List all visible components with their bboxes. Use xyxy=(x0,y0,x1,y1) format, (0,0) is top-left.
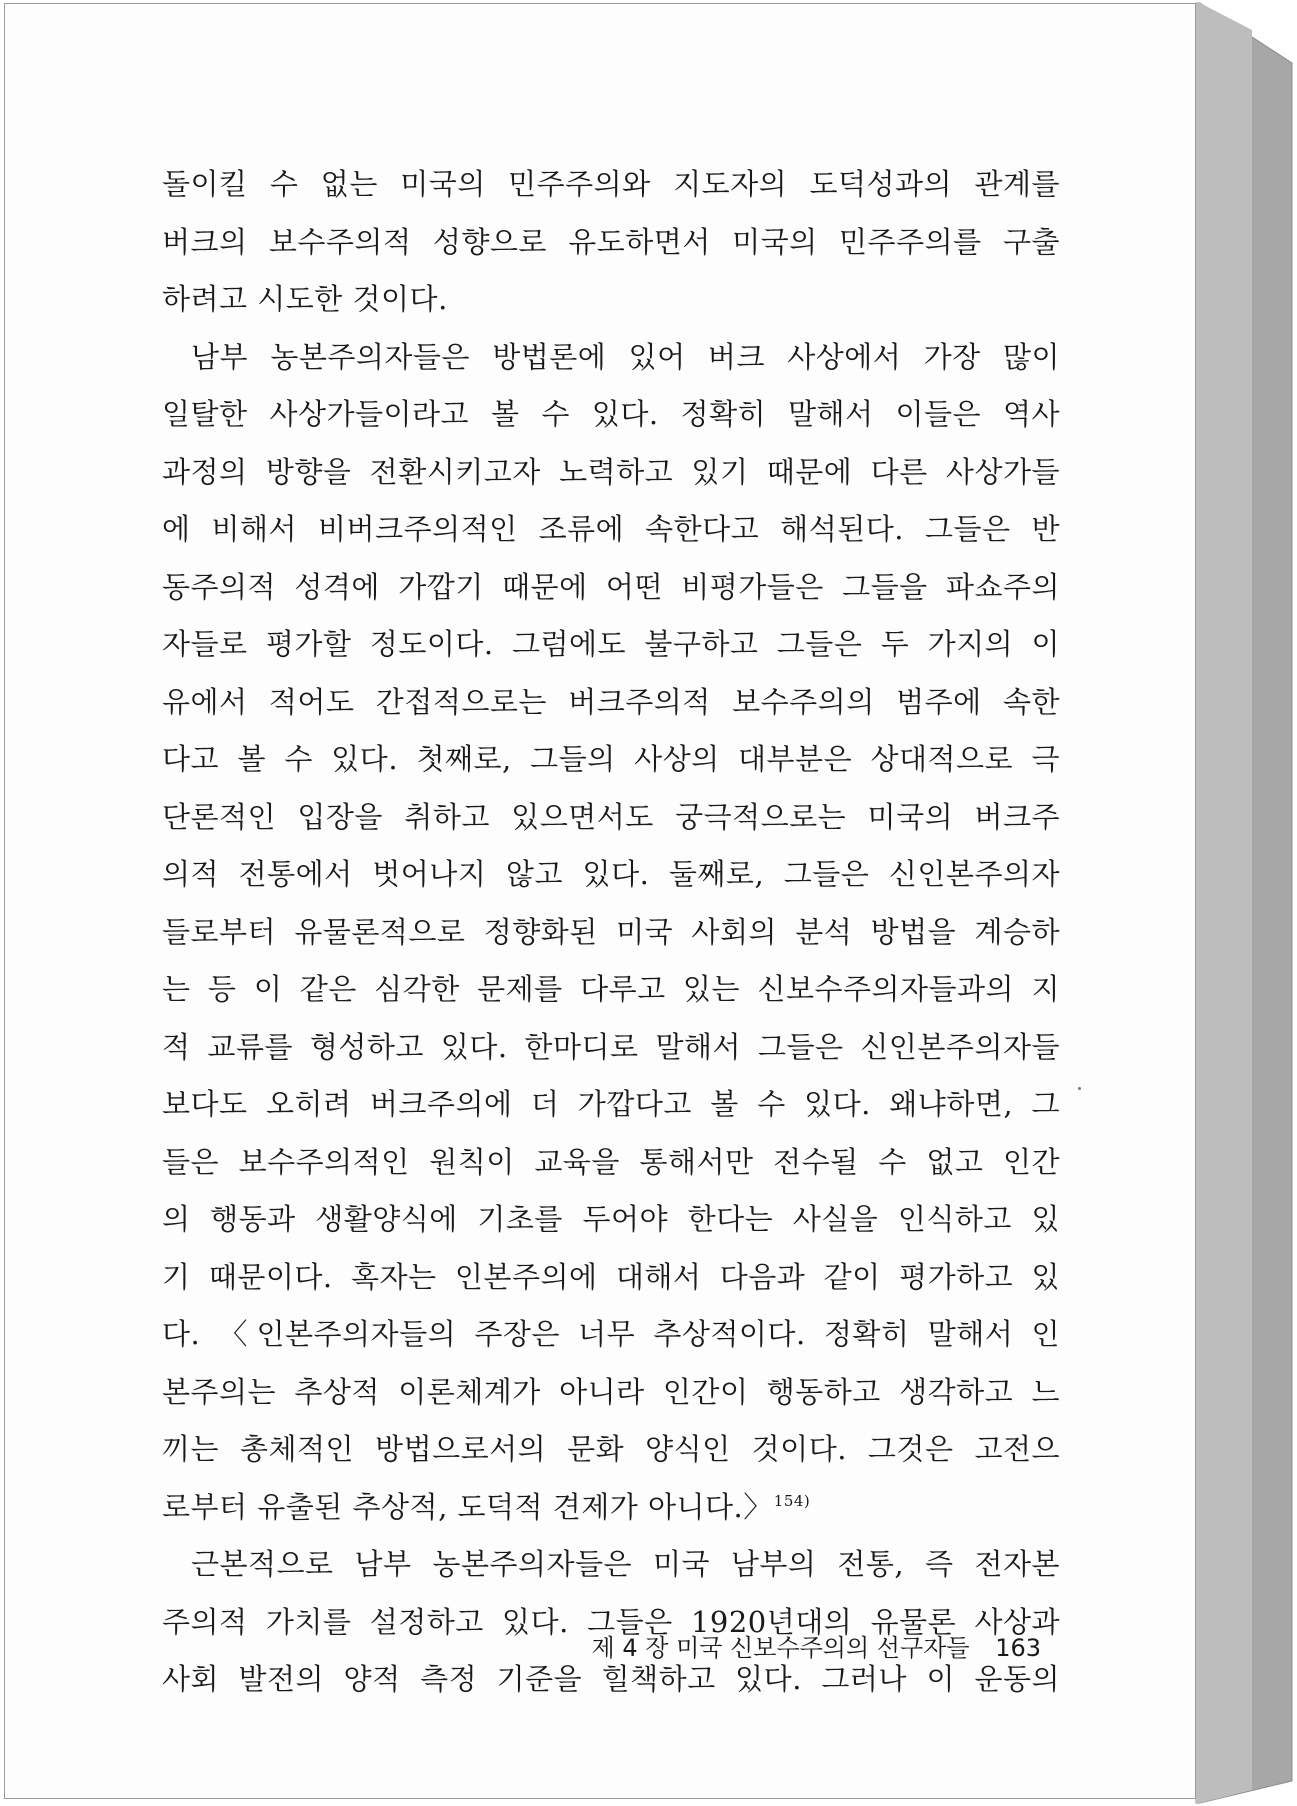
text-line-content: 근본적으로 남부 농본주의자들은 미국 남부의 전통, 즉 전자본 xyxy=(191,1547,1060,1581)
text-line-content: 버크의 보수주의적 성향으로 유도하면서 미국의 민주주의를 구출 xyxy=(162,224,1060,259)
text-line-content: 의적 전통에서 벗어나지 않고 있다. 둘째로, 그들은 신인본주의자 xyxy=(162,857,1060,891)
text-line xyxy=(162,559,1060,617)
text-line xyxy=(162,731,1060,789)
text-line-content: 다고 볼 수 있다. 첫째로, 그들의 사상의 대부분은 상대적으로 극 xyxy=(162,742,1060,776)
text-line xyxy=(162,1134,1060,1192)
running-footer xyxy=(5,1628,1041,1663)
text-line-content: 끼는 총체적인 방법으로서의 문화 양식인 것이다. 그것은 고전으 xyxy=(162,1432,1060,1466)
text-line xyxy=(162,1191,1060,1249)
text-line-content: 에 비해서 비버크주의적인 조류에 속한다고 해석된다. 그들은 반 xyxy=(162,512,1060,546)
text-line xyxy=(162,1364,1060,1422)
text-line xyxy=(162,616,1060,674)
text-line xyxy=(162,271,1060,329)
text-line xyxy=(162,1479,1060,1537)
text-line-content: 주의적 가치를 설정하고 있다. 그들은 1920년대의 유물론 사상과 xyxy=(162,1604,1060,1639)
text-line xyxy=(162,789,1060,847)
text-line-content: 단론적인 입장을 취하고 있으면서도 궁극적으로는 미국의 버크주 xyxy=(162,799,1060,834)
text-line-content: 사회 발전의 양적 측정 기준을 힐책하고 있다. 그러나 이 운동의 xyxy=(162,1662,1060,1696)
text-line xyxy=(162,1536,1060,1594)
text-line xyxy=(162,961,1060,1019)
text-line-content: 일탈한 사상가들이라고 볼 수 있다. 정확히 말해서 이들은 역사 xyxy=(162,397,1060,431)
text-line-content: 들로부터 유물론적으로 정향화된 미국 사회의 분석 방법을 계승하 xyxy=(162,914,1060,949)
text-line xyxy=(162,1019,1060,1077)
text-line-content: 기 때문이다. 혹자는 인본주의에 대해서 다음과 같이 평가하고 있 xyxy=(162,1259,1060,1294)
text-line xyxy=(162,846,1060,904)
scan-speck xyxy=(1078,1087,1081,1090)
text-line xyxy=(162,1249,1060,1307)
text-line-content: 의 행동과 생활양식에 기초를 두어야 한다는 사실을 인식하고 있 xyxy=(162,1202,1060,1236)
text-line xyxy=(162,444,1060,502)
text-line-content: 본주의는 추상적 이론체계가 아니라 인간이 행동하고 생각하고 느 xyxy=(162,1374,1060,1409)
text-line-content: 돌이킬 수 없는 미국의 민주주의와 지도자의 도덕성과의 관계를 xyxy=(162,167,1060,201)
text-line xyxy=(162,1421,1060,1479)
text-line-content: 보다도 오히려 버크주의에 더 가깝다고 볼 수 있다. 왜냐하면, 그 xyxy=(162,1087,1060,1121)
text-line-content: 로부터 유출된 추상적, 도덕적 견제가 아니다.〉 xyxy=(162,1489,773,1524)
text-line-content: 적 교류를 형성하고 있다. 한마디로 말해서 그들은 신인본주의자들 xyxy=(162,1029,1060,1064)
chapter-title: 미국 신보수주의의 선구자들 xyxy=(676,1634,970,1662)
text-line-content: 는 등 이 같은 심각한 문제를 다루고 있는 신보수주의자들과의 지 xyxy=(162,972,1060,1006)
text-line xyxy=(162,1076,1060,1134)
text-line xyxy=(162,214,1060,272)
text-line-content: 유에서 적어도 간접적으로는 버크주의적 보수주의의 범주에 속한 xyxy=(162,684,1060,719)
chapter-label: 제 4 장 xyxy=(591,1634,669,1662)
text-line-content: 과정의 방향을 전환시키고자 노력하고 있기 때문에 다른 사상가들 xyxy=(162,454,1060,489)
body-text xyxy=(162,156,1060,1709)
text-line xyxy=(162,156,1060,214)
text-line xyxy=(162,329,1060,387)
footnote-marker: 154) xyxy=(773,1491,811,1510)
text-line xyxy=(162,386,1060,444)
text-line-content: 남부 농본주의자들은 방법론에 있어 버크 사상에서 가장 많이 xyxy=(191,339,1060,374)
text-line xyxy=(162,1306,1060,1364)
text-line-content: 들은 보수주의적인 원칙이 교육을 통해서만 전수될 수 없고 인간 xyxy=(162,1144,1060,1179)
book-page xyxy=(4,3,1196,1799)
page-number: 163 xyxy=(995,1634,1041,1662)
text-line xyxy=(162,674,1060,732)
text-line-content: 하려고 시도한 것이다. xyxy=(162,282,448,316)
text-line xyxy=(162,904,1060,962)
text-line-content: 다. 〈인본주의자들의 주장은 너무 추상적이다. 정확히 말해서 인 xyxy=(162,1317,1060,1351)
text-line-content: 동주의적 성격에 가깝기 때문에 어떤 비평가들은 그들을 파쇼주의 xyxy=(162,569,1060,604)
text-line xyxy=(162,501,1060,559)
text-line-content: 자들로 평가할 정도이다. 그럼에도 불구하고 그들은 두 가지의 이 xyxy=(162,627,1060,661)
